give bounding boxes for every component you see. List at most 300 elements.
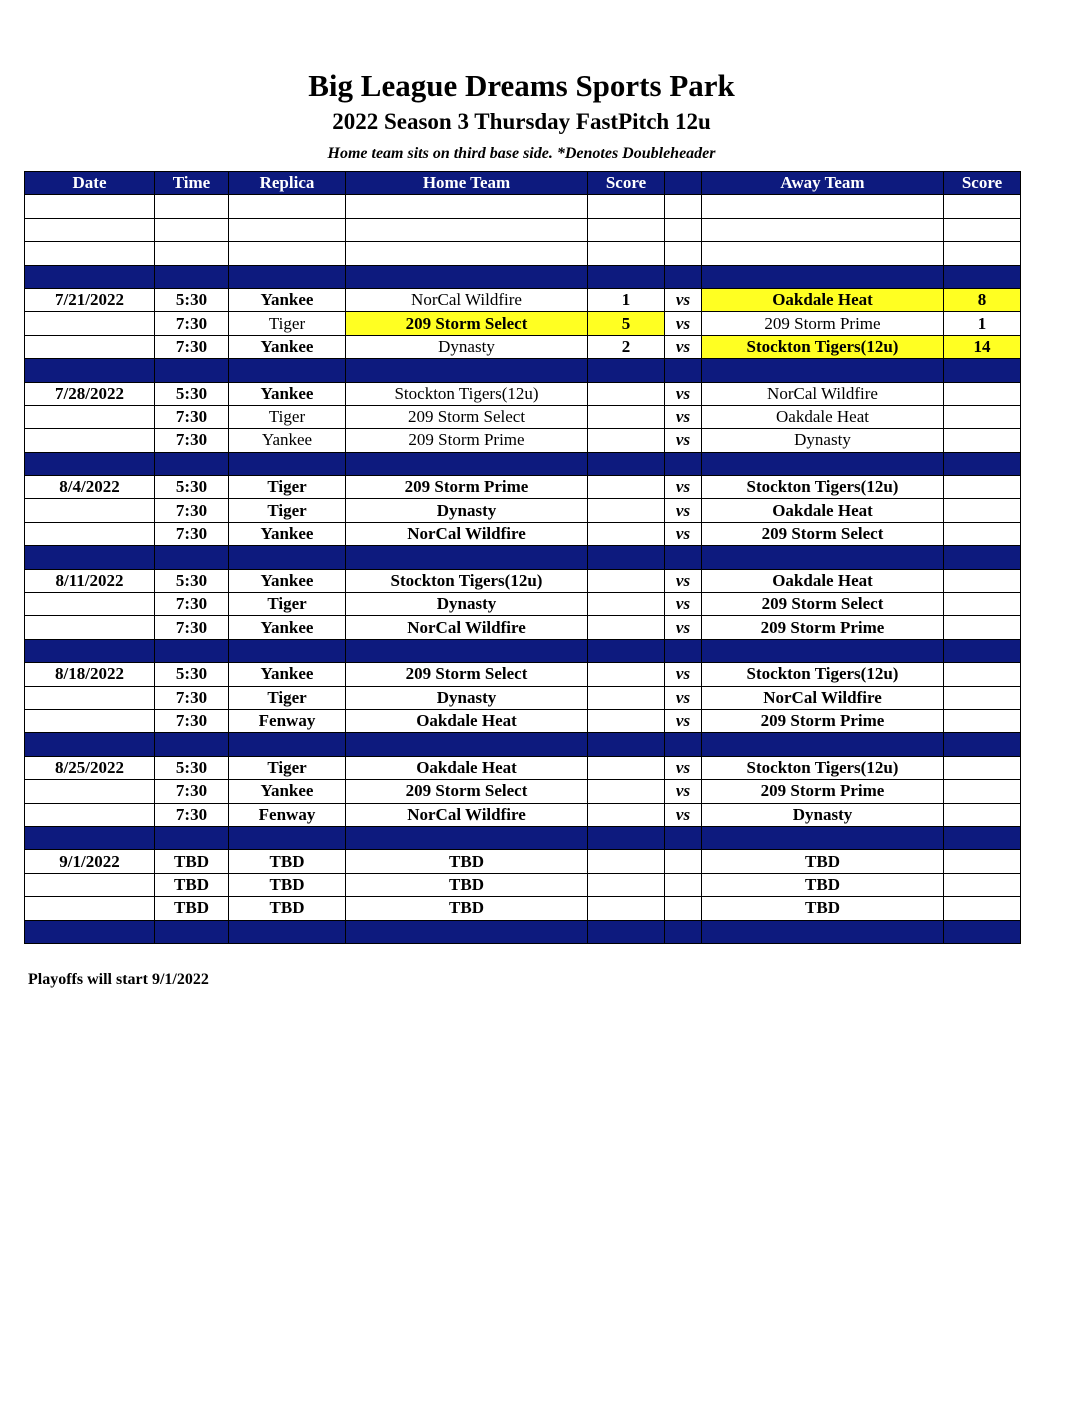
col-header-time: Time xyxy=(155,172,229,195)
cell-home-score xyxy=(588,265,665,288)
cell-home: Oakdale Heat xyxy=(346,709,588,732)
cell-vs: vs xyxy=(665,709,702,732)
cell-away: Oakdale Heat xyxy=(702,569,944,592)
cell-home xyxy=(346,452,588,475)
separator-row xyxy=(25,826,1021,849)
cell-vs: vs xyxy=(665,476,702,499)
table-row xyxy=(25,616,1021,639)
cell-away: 209 Storm Select xyxy=(702,522,944,545)
cell-replica: Fenway xyxy=(229,803,346,826)
cell-time: 7:30 xyxy=(155,522,229,545)
cell-time: 7:30 xyxy=(155,686,229,709)
cell-home-score xyxy=(588,499,665,522)
separator-row xyxy=(25,359,1021,382)
cell-date xyxy=(25,873,155,896)
cell-away: Stockton Tigers(12u) xyxy=(702,476,944,499)
cell-away xyxy=(702,452,944,475)
cell-date xyxy=(25,920,155,943)
cell-away xyxy=(702,639,944,662)
cell-vs: vs xyxy=(665,663,702,686)
cell-replica: Tiger xyxy=(229,686,346,709)
cell-away-score xyxy=(944,920,1021,943)
cell-time: 7:30 xyxy=(155,335,229,358)
table-row xyxy=(25,709,1021,732)
cell-away-score xyxy=(944,405,1021,428)
cell-time xyxy=(155,920,229,943)
cell-home: NorCal Wildfire xyxy=(346,616,588,639)
cell-date: 8/18/2022 xyxy=(25,663,155,686)
cell-away: Oakdale Heat xyxy=(702,288,944,311)
cell-time xyxy=(155,242,229,265)
cell-home-score: 2 xyxy=(588,335,665,358)
table-row xyxy=(25,686,1021,709)
cell-date xyxy=(25,242,155,265)
cell-home: TBD xyxy=(346,897,588,920)
cell-home: Dynasty xyxy=(346,335,588,358)
cell-away-score xyxy=(944,897,1021,920)
cell-away: Dynasty xyxy=(702,803,944,826)
cell-vs xyxy=(665,452,702,475)
cell-home: Dynasty xyxy=(346,686,588,709)
cell-date xyxy=(25,733,155,756)
cell-vs: vs xyxy=(665,780,702,803)
table-row xyxy=(25,873,1021,896)
col-header-home-score: Score xyxy=(588,172,665,195)
table-row xyxy=(25,312,1021,335)
cell-replica xyxy=(229,195,346,218)
cell-home-score: 1 xyxy=(588,288,665,311)
col-header-date: Date xyxy=(25,172,155,195)
cell-away-score xyxy=(944,265,1021,288)
cell-away: 209 Storm Prime xyxy=(702,312,944,335)
cell-home xyxy=(346,639,588,662)
cell-away-score xyxy=(944,382,1021,405)
cell-date: 9/1/2022 xyxy=(25,850,155,873)
cell-replica: Tiger xyxy=(229,476,346,499)
cell-home xyxy=(346,218,588,241)
cell-date xyxy=(25,686,155,709)
cell-away-score xyxy=(944,218,1021,241)
cell-time xyxy=(155,195,229,218)
cell-date xyxy=(25,335,155,358)
cell-replica: Yankee xyxy=(229,288,346,311)
blank-row xyxy=(25,195,1021,218)
cell-vs xyxy=(665,826,702,849)
cell-vs xyxy=(665,733,702,756)
cell-date: 8/25/2022 xyxy=(25,756,155,779)
cell-vs: vs xyxy=(665,288,702,311)
cell-time: 7:30 xyxy=(155,405,229,428)
cell-time: 7:30 xyxy=(155,780,229,803)
cell-replica xyxy=(229,452,346,475)
table-row xyxy=(25,803,1021,826)
cell-date xyxy=(25,405,155,428)
cell-home: NorCal Wildfire xyxy=(346,288,588,311)
table-row xyxy=(25,522,1021,545)
cell-replica xyxy=(229,546,346,569)
separator-row xyxy=(25,546,1021,569)
cell-away-score xyxy=(944,780,1021,803)
cell-home-score xyxy=(588,920,665,943)
col-header-away-team: Away Team xyxy=(702,172,944,195)
cell-home-score xyxy=(588,429,665,452)
cell-vs xyxy=(665,218,702,241)
cell-home-score xyxy=(588,639,665,662)
cell-time xyxy=(155,639,229,662)
cell-time: TBD xyxy=(155,873,229,896)
cell-home-score xyxy=(588,382,665,405)
separator-row xyxy=(25,639,1021,662)
table-row xyxy=(25,756,1021,779)
cell-home: 209 Storm Prime xyxy=(346,429,588,452)
cell-away-score: 8 xyxy=(944,288,1021,311)
cell-vs xyxy=(665,897,702,920)
cell-home: Stockton Tigers(12u) xyxy=(346,569,588,592)
cell-away-score xyxy=(944,242,1021,265)
cell-home-score xyxy=(588,780,665,803)
cell-vs xyxy=(665,639,702,662)
cell-away: TBD xyxy=(702,873,944,896)
cell-vs: vs xyxy=(665,405,702,428)
cell-time xyxy=(155,546,229,569)
cell-time: 7:30 xyxy=(155,312,229,335)
cell-home: Oakdale Heat xyxy=(346,756,588,779)
cell-away xyxy=(702,920,944,943)
cell-home-score xyxy=(588,756,665,779)
table-header-row xyxy=(25,172,1021,195)
cell-away-score xyxy=(944,522,1021,545)
cell-home xyxy=(346,265,588,288)
cell-away: TBD xyxy=(702,897,944,920)
cell-date: 7/21/2022 xyxy=(25,288,155,311)
cell-home-score xyxy=(588,476,665,499)
table-row xyxy=(25,335,1021,358)
cell-away xyxy=(702,546,944,569)
blank-row xyxy=(25,242,1021,265)
cell-away-score xyxy=(944,616,1021,639)
cell-replica: Yankee xyxy=(229,569,346,592)
cell-date: 8/4/2022 xyxy=(25,476,155,499)
table-row xyxy=(25,405,1021,428)
cell-home: TBD xyxy=(346,873,588,896)
cell-away xyxy=(702,826,944,849)
cell-away: TBD xyxy=(702,850,944,873)
cell-time xyxy=(155,826,229,849)
cell-away-score xyxy=(944,359,1021,382)
cell-vs xyxy=(665,195,702,218)
cell-vs: vs xyxy=(665,803,702,826)
cell-time xyxy=(155,265,229,288)
cell-away: Oakdale Heat xyxy=(702,499,944,522)
cell-away-score xyxy=(944,873,1021,896)
cell-time: 7:30 xyxy=(155,709,229,732)
table-row xyxy=(25,663,1021,686)
cell-away: 209 Storm Prime xyxy=(702,780,944,803)
cell-away-score xyxy=(944,476,1021,499)
table-row xyxy=(25,569,1021,592)
cell-date xyxy=(25,499,155,522)
cell-vs: vs xyxy=(665,569,702,592)
cell-home: Dynasty xyxy=(346,593,588,616)
cell-replica xyxy=(229,733,346,756)
cell-time: 7:30 xyxy=(155,803,229,826)
cell-home: 209 Storm Select xyxy=(346,663,588,686)
cell-away: Stockton Tigers(12u) xyxy=(702,335,944,358)
cell-replica: TBD xyxy=(229,897,346,920)
cell-vs xyxy=(665,359,702,382)
page-subtitle: 2022 Season 3 Thursday FastPitch 12u xyxy=(332,109,711,134)
cell-away xyxy=(702,733,944,756)
cell-home xyxy=(346,826,588,849)
cell-home-score xyxy=(588,359,665,382)
cell-home-score xyxy=(588,522,665,545)
cell-away-score xyxy=(944,733,1021,756)
cell-away-score xyxy=(944,429,1021,452)
cell-vs: vs xyxy=(665,335,702,358)
separator-row xyxy=(25,265,1021,288)
cell-away xyxy=(702,242,944,265)
cell-replica: Fenway xyxy=(229,709,346,732)
cell-time xyxy=(155,218,229,241)
cell-vs xyxy=(665,850,702,873)
cell-replica xyxy=(229,359,346,382)
cell-date xyxy=(25,265,155,288)
cell-vs: vs xyxy=(665,429,702,452)
cell-home-score xyxy=(588,569,665,592)
cell-date xyxy=(25,780,155,803)
cell-vs xyxy=(665,873,702,896)
cell-home xyxy=(346,195,588,218)
footnote: Playoffs will start 9/1/2022 xyxy=(28,971,209,988)
cell-away-score xyxy=(944,826,1021,849)
cell-time: 5:30 xyxy=(155,476,229,499)
table-row xyxy=(25,476,1021,499)
cell-date xyxy=(25,639,155,662)
cell-away-score xyxy=(944,546,1021,569)
cell-away-score xyxy=(944,593,1021,616)
table-row xyxy=(25,382,1021,405)
cell-away-score xyxy=(944,639,1021,662)
cell-away: Stockton Tigers(12u) xyxy=(702,663,944,686)
header-note: Home team sits on third base side. *Denotes Doubleheader xyxy=(327,145,716,162)
cell-away xyxy=(702,265,944,288)
cell-replica xyxy=(229,826,346,849)
cell-away: 209 Storm Select xyxy=(702,593,944,616)
schedule-body xyxy=(25,195,1021,944)
cell-home: 209 Storm Select xyxy=(346,312,588,335)
cell-time: 5:30 xyxy=(155,663,229,686)
cell-time: 5:30 xyxy=(155,569,229,592)
cell-replica: Yankee xyxy=(229,522,346,545)
table-row xyxy=(25,593,1021,616)
cell-away xyxy=(702,218,944,241)
cell-replica xyxy=(229,920,346,943)
col-header-away-score: Score xyxy=(944,172,1021,195)
cell-date xyxy=(25,709,155,732)
cell-date xyxy=(25,218,155,241)
cell-replica: Yankee xyxy=(229,663,346,686)
cell-replica: TBD xyxy=(229,873,346,896)
cell-home: 209 Storm Select xyxy=(346,780,588,803)
cell-vs xyxy=(665,265,702,288)
cell-home-score xyxy=(588,733,665,756)
cell-away-score: 14 xyxy=(944,335,1021,358)
cell-vs xyxy=(665,242,702,265)
table-row xyxy=(25,897,1021,920)
cell-away xyxy=(702,359,944,382)
cell-replica: Tiger xyxy=(229,756,346,779)
separator-row xyxy=(25,733,1021,756)
cell-home-score xyxy=(588,546,665,569)
cell-date xyxy=(25,429,155,452)
table-row xyxy=(25,780,1021,803)
cell-away-score xyxy=(944,499,1021,522)
cell-home xyxy=(346,359,588,382)
cell-date xyxy=(25,312,155,335)
cell-date xyxy=(25,593,155,616)
cell-away-score xyxy=(944,803,1021,826)
cell-away-score xyxy=(944,850,1021,873)
schedule-table xyxy=(24,171,1021,944)
cell-vs: vs xyxy=(665,686,702,709)
cell-home-score xyxy=(588,897,665,920)
cell-away: 209 Storm Prime xyxy=(702,616,944,639)
col-header-home-team: Home Team xyxy=(346,172,588,195)
cell-time: 5:30 xyxy=(155,382,229,405)
cell-time: TBD xyxy=(155,897,229,920)
cell-replica: Yankee xyxy=(229,616,346,639)
cell-home: Stockton Tigers(12u) xyxy=(346,382,588,405)
cell-vs: vs xyxy=(665,522,702,545)
cell-time xyxy=(155,733,229,756)
cell-home xyxy=(346,242,588,265)
cell-home-score xyxy=(588,803,665,826)
cell-away-score xyxy=(944,569,1021,592)
cell-date xyxy=(25,452,155,475)
cell-time: 7:30 xyxy=(155,499,229,522)
cell-vs: vs xyxy=(665,312,702,335)
cell-time: 7:30 xyxy=(155,616,229,639)
cell-date xyxy=(25,803,155,826)
cell-home: 209 Storm Prime xyxy=(346,476,588,499)
cell-away-score xyxy=(944,663,1021,686)
cell-away-score xyxy=(944,195,1021,218)
col-header-replica: Replica xyxy=(229,172,346,195)
cell-home-score xyxy=(588,873,665,896)
cell-home-score xyxy=(588,686,665,709)
cell-replica: Yankee xyxy=(229,429,346,452)
blank-row xyxy=(25,218,1021,241)
table-row xyxy=(25,288,1021,311)
cell-time: 5:30 xyxy=(155,288,229,311)
cell-time: 7:30 xyxy=(155,429,229,452)
cell-replica: Tiger xyxy=(229,312,346,335)
cell-vs: vs xyxy=(665,382,702,405)
cell-home: Dynasty xyxy=(346,499,588,522)
table-row xyxy=(25,850,1021,873)
cell-vs xyxy=(665,546,702,569)
cell-date xyxy=(25,826,155,849)
cell-away-score xyxy=(944,756,1021,779)
cell-date xyxy=(25,616,155,639)
cell-replica xyxy=(229,218,346,241)
cell-home: NorCal Wildfire xyxy=(346,522,588,545)
cell-vs: vs xyxy=(665,616,702,639)
page-title: Big League Dreams Sports Park xyxy=(308,68,735,103)
cell-home-score xyxy=(588,663,665,686)
col-header-vs xyxy=(665,172,702,195)
cell-home: TBD xyxy=(346,850,588,873)
cell-away: Oakdale Heat xyxy=(702,405,944,428)
cell-vs: vs xyxy=(665,756,702,779)
cell-date xyxy=(25,546,155,569)
cell-date: 7/28/2022 xyxy=(25,382,155,405)
cell-away-score xyxy=(944,709,1021,732)
cell-date: 8/11/2022 xyxy=(25,569,155,592)
cell-vs: vs xyxy=(665,593,702,616)
cell-away xyxy=(702,195,944,218)
cell-away: NorCal Wildfire xyxy=(702,686,944,709)
cell-replica: TBD xyxy=(229,850,346,873)
cell-time: TBD xyxy=(155,850,229,873)
cell-date xyxy=(25,897,155,920)
cell-home xyxy=(346,546,588,569)
table-row xyxy=(25,499,1021,522)
cell-time: 7:30 xyxy=(155,593,229,616)
cell-home-score: 5 xyxy=(588,312,665,335)
cell-home-score xyxy=(588,452,665,475)
cell-replica xyxy=(229,639,346,662)
cell-replica: Tiger xyxy=(229,405,346,428)
cell-away: 209 Storm Prime xyxy=(702,709,944,732)
cell-replica: Tiger xyxy=(229,593,346,616)
cell-vs xyxy=(665,920,702,943)
separator-row xyxy=(25,920,1021,943)
cell-away-score xyxy=(944,452,1021,475)
cell-time xyxy=(155,452,229,475)
cell-date xyxy=(25,359,155,382)
cell-home-score xyxy=(588,850,665,873)
cell-date xyxy=(25,195,155,218)
table-row xyxy=(25,429,1021,452)
cell-home xyxy=(346,920,588,943)
cell-time xyxy=(155,359,229,382)
cell-away: Stockton Tigers(12u) xyxy=(702,756,944,779)
cell-home: 209 Storm Select xyxy=(346,405,588,428)
cell-home-score xyxy=(588,616,665,639)
cell-away-score xyxy=(944,686,1021,709)
cell-home-score xyxy=(588,218,665,241)
cell-home-score xyxy=(588,709,665,732)
cell-date xyxy=(25,522,155,545)
cell-replica: Yankee xyxy=(229,780,346,803)
cell-replica: Tiger xyxy=(229,499,346,522)
cell-away: NorCal Wildfire xyxy=(702,382,944,405)
cell-replica xyxy=(229,265,346,288)
cell-home-score xyxy=(588,195,665,218)
cell-replica: Yankee xyxy=(229,382,346,405)
cell-home-score xyxy=(588,405,665,428)
cell-home xyxy=(346,733,588,756)
cell-away: Dynasty xyxy=(702,429,944,452)
cell-home-score xyxy=(588,242,665,265)
cell-home: NorCal Wildfire xyxy=(346,803,588,826)
cell-away-score: 1 xyxy=(944,312,1021,335)
cell-time: 5:30 xyxy=(155,756,229,779)
cell-replica: Yankee xyxy=(229,335,346,358)
separator-row xyxy=(25,452,1021,475)
cell-home-score xyxy=(588,826,665,849)
